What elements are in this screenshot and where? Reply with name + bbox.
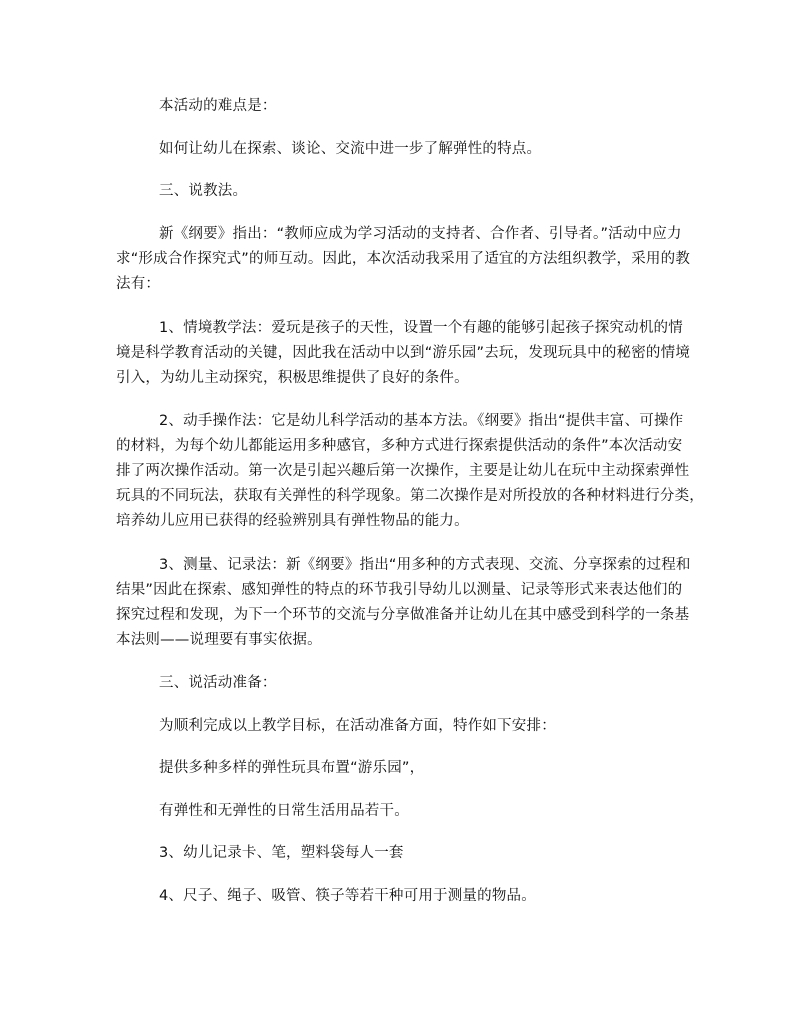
hands-on-method-line-3: 排了两次操作活动。第一次是引起兴趣后第一次操作，主要是让幼儿在玩中主动探索弹性 [116, 463, 690, 479]
hands-on-method-line-2: 的材料，为每个幼儿都能运用多种感官，多种方式进行探索提供活动的条件”本次活动安 [116, 438, 683, 454]
activity-prep-heading: 三、说活动准备： [159, 675, 277, 691]
method-intro-line-1: 新《纲要》指出：“教师应成为学习活动的支持者、合作者、引导者。”活动中应力 [159, 226, 682, 242]
method-intro-line-2: 求“形成合作探究式”的师互动。因此，本次活动我采用了适宜的方法组织教学，采用的教 [116, 251, 691, 267]
teaching-method-heading: 三、说教法。 [159, 183, 248, 199]
prep-item-daily-items: 有弹性和无弹性的日常生活用品若干。 [159, 803, 409, 819]
prep-item-measuring-tools: 4、尺子、绳子、吸管、筷子等若干种可用于测量的物品。 [159, 888, 536, 904]
method-intro-line-3: 法有： [116, 276, 161, 292]
situational-method-line-1: 1、情境教学法：爱玩是孩子的天性，设置一个有趣的能够引起孩子探究动机的情 [159, 320, 683, 336]
prep-item-toys: 提供多种多样的弹性玩具布置“游乐园”， [159, 760, 425, 776]
situational-method-line-2: 境是科学教育活动的关键，因此我在活动中以到“游乐园”去玩，发现玩具中的秘密的情境 [116, 345, 691, 361]
difficulty-heading: 本活动的难点是： [159, 98, 277, 114]
recording-method-line-4: 本法则——说理要有事实依据。 [116, 632, 322, 648]
hands-on-method-line-5: 培养幼儿应用已获得的经验辨别具有弹性物品的能力。 [116, 513, 469, 529]
situational-method-line-3: 引入，为幼儿主动探究，积极思维提供了良好的条件。 [116, 370, 469, 386]
recording-method-line-3: 探究过程和发现，为下一个环节的交流与分享做准备并让幼儿在其中感受到科学的一条基 [116, 607, 690, 623]
hands-on-method-line-4: 玩具的不同玩法，获取有关弹性的科学现象。第二次操作是对所投放的各种材料进行分类， [116, 488, 704, 504]
activity-prep-intro: 为顺利完成以上教学目标，在活动准备方面，特作如下安排： [159, 718, 556, 734]
recording-method-line-2: 结果”因此在探索、感知弹性的特点的环节我引导幼儿以测量、记录等形式来表达他们的 [116, 582, 683, 598]
hands-on-method-line-1: 2、动手操作法：它是幼儿科学活动的基本方法。《纲要》指出“提供丰富、可操作 [159, 413, 684, 429]
prep-item-record-cards: 3、幼儿记录卡、笔，塑料袋每人一套 [159, 845, 404, 861]
recording-method-line-1: 3、测量、记录法：新《纲要》指出“用多种的方式表现、交流、分享探索的过程和 [159, 557, 691, 573]
difficulty-text: 如何让幼儿在探索、谈论、交流中进一步了解弹性的特点。 [159, 141, 542, 157]
